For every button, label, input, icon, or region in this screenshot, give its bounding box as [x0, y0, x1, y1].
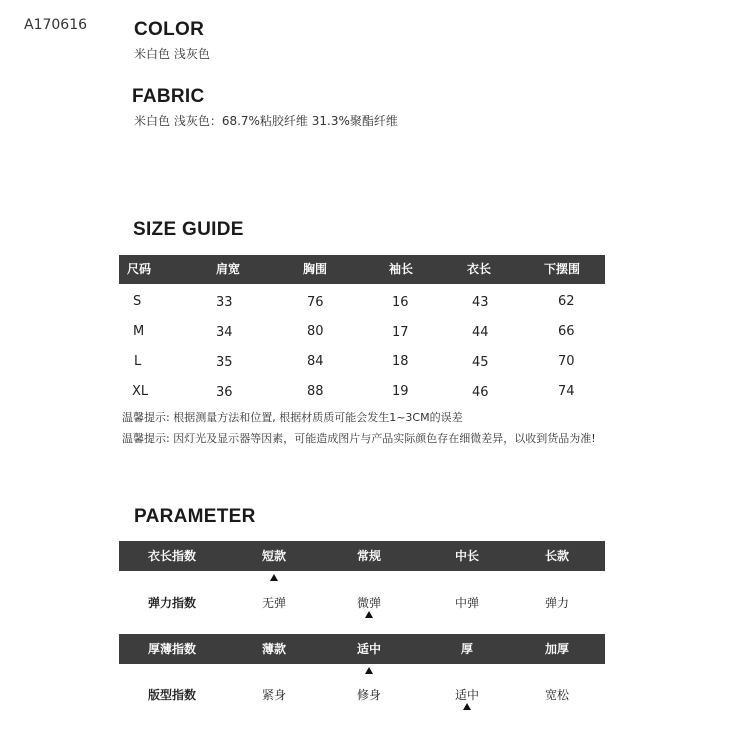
cell: 36	[216, 385, 233, 400]
param-option: 适中	[454, 688, 480, 702]
param-option: 宽松	[544, 688, 570, 702]
cell: 88	[307, 384, 324, 399]
header-length: 衣长	[467, 262, 492, 276]
cell: 18	[392, 354, 409, 369]
cell: 45	[472, 355, 489, 370]
header-sleeve: 袖长	[389, 262, 414, 276]
cell: 46	[472, 385, 489, 400]
param-option: 短款	[261, 549, 287, 563]
param-thickness-bar	[119, 634, 605, 664]
param-option: 修身	[356, 688, 382, 702]
param-elasticity-row	[119, 588, 605, 618]
param-option: 无弹	[261, 596, 287, 610]
color-note: 温馨提示: 因灯光及显示器等因素，可能造成图片与产品实际颜色存在细微差异，以收到货品为准!	[122, 432, 596, 445]
cell: 43	[472, 295, 489, 310]
param-option: 中弹	[454, 596, 480, 610]
cell: 62	[558, 294, 575, 309]
cell: 74	[558, 384, 575, 399]
cell: 19	[392, 384, 409, 399]
cell: 66	[558, 324, 575, 339]
param-option: 微弹	[356, 596, 382, 610]
param-option: 弹力	[544, 596, 570, 610]
cell: 16	[392, 295, 409, 310]
color-title: COLOR	[134, 19, 205, 40]
measurement-note: 温馨提示: 根据测量方法和位置, 根据材质质可能会发生1~3CM的误差	[122, 411, 463, 424]
cell: 70	[558, 354, 575, 369]
header-chest: 胸围	[303, 262, 328, 276]
param-option: 中长	[454, 549, 480, 563]
fabric-value: 米白色 浅灰色：68.7%粘胶纤维 31.3%聚酯纤维	[134, 114, 398, 128]
parameter-title: PARAMETER	[134, 506, 256, 527]
param-length-bar	[119, 541, 605, 571]
cell: 44	[472, 325, 489, 340]
param-option: 厚	[460, 642, 474, 656]
param-option: 薄款	[261, 642, 287, 656]
param-option: 适中	[356, 642, 382, 656]
size-guide-title: SIZE GUIDE	[133, 219, 244, 240]
param-option: 常规	[356, 549, 382, 563]
cell: 76	[307, 295, 324, 310]
color-value: 米白色 浅灰色	[134, 47, 210, 61]
param-option: 长款	[544, 549, 570, 563]
param-fit-row	[119, 680, 605, 710]
cell: L	[134, 354, 142, 369]
header-shoulder: 肩宽	[216, 262, 241, 276]
param-option: 加厚	[544, 642, 570, 656]
header-size: 尺码	[127, 262, 152, 276]
cell: 80	[307, 324, 324, 339]
cell: 17	[392, 325, 409, 340]
cell: 34	[216, 325, 233, 340]
param-label: 衣长指数	[147, 549, 197, 563]
param-option: 紧身	[261, 688, 287, 702]
param-label: 版型指数	[147, 688, 197, 702]
cell: 33	[216, 295, 233, 310]
param-label: 弹力指数	[147, 596, 197, 610]
param-label: 厚薄指数	[147, 642, 197, 656]
fabric-title: FABRIC	[132, 86, 205, 107]
cell: 84	[307, 354, 324, 369]
product-code: A170616	[24, 17, 88, 33]
size-table-header	[119, 255, 605, 284]
cell: S	[133, 294, 142, 309]
cell: 35	[216, 355, 233, 370]
selected-marker-icon	[365, 667, 373, 674]
cell: M	[133, 324, 145, 339]
header-hem: 下摆围	[544, 262, 581, 276]
cell: XL	[132, 384, 149, 399]
selected-marker-icon	[365, 611, 373, 618]
selected-marker-icon	[270, 574, 278, 581]
selected-marker-icon	[463, 703, 471, 710]
